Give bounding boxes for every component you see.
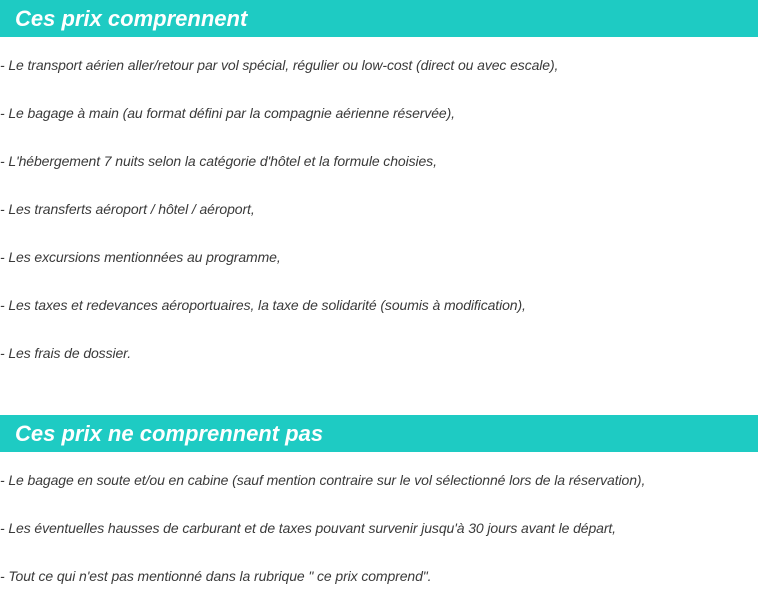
- section-header-excluded: Ces prix ne comprennent pas: [0, 415, 758, 452]
- list-item: - Les frais de dossier.: [0, 345, 132, 361]
- list-item: - L'hébergement 7 nuits selon la catégorie d'hôtel et la formule choisies,: [0, 153, 437, 169]
- list-item: - Le bagage en soute et/ou en cabine (sauf mention contraire sur le vol sélectionné lors de la réservation),: [0, 472, 646, 488]
- section-header-included: Ces prix comprennent: [0, 0, 758, 37]
- list-item: - Tout ce qui n'est pas mentionné dans la rubrique " ce prix comprend".: [0, 568, 432, 584]
- list-item: - Le bagage à main (au format défini par la compagnie aérienne réservée),: [0, 105, 455, 121]
- list-item: - Le transport aérien aller/retour par vol spécial, régulier ou low-cost (direct ou avec escale),: [0, 57, 559, 73]
- excluded-items-list: [0, 471, 645, 615]
- included-items-list: [0, 56, 558, 392]
- list-item: - Les taxes et redevances aéroportuaires, la taxe de solidarité (soumis à modification),: [0, 297, 526, 313]
- list-item: - Les excursions mentionnées au programme,: [0, 249, 281, 265]
- list-item: - Les éventuelles hausses de carburant et de taxes pouvant survenir jusqu'à 30 jours avant le départ,: [0, 520, 616, 536]
- list-item: - Les transferts aéroport / hôtel / aéroport,: [0, 201, 255, 217]
